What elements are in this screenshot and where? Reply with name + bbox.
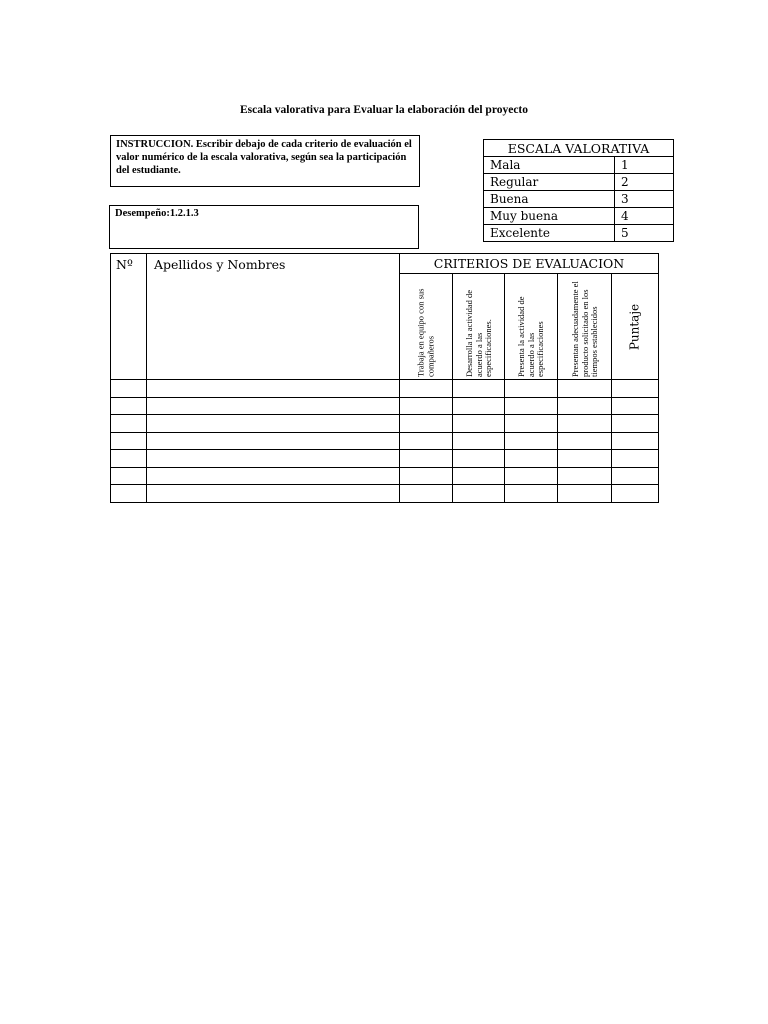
criterion-cell <box>453 274 505 380</box>
criterion-label: Presenta la actividad de acuerdo a las especificaciones <box>515 296 545 377</box>
criterion-cell <box>505 274 558 380</box>
score-cell <box>612 274 659 380</box>
entry-cell[interactable] <box>612 432 659 450</box>
escala-valorativa-table <box>483 139 674 242</box>
entry-cell[interactable] <box>612 415 659 433</box>
entry-cell[interactable] <box>400 485 453 503</box>
entry-cell[interactable] <box>111 485 147 503</box>
escala-label: Regular <box>484 174 615 191</box>
criterion-label: Presentan adecuadamente el producto solicitado en los tiempos establecidos <box>569 280 599 377</box>
instruction-text: INSTRUCCION. Escribir debajo de cada criterio de evaluación el valor numérico de la escala valorativa, según sea la participación del estudiante. <box>116 139 412 176</box>
entry-cell[interactable] <box>147 432 400 450</box>
entry-cell[interactable] <box>147 415 400 433</box>
entry-cell[interactable] <box>400 397 453 415</box>
document-title: Escala valorativa para Evaluar la elaboración del proyecto <box>239 104 529 116</box>
entry-cell[interactable] <box>453 380 505 398</box>
table-row <box>111 467 659 485</box>
entry-cell[interactable] <box>453 485 505 503</box>
entry-cell[interactable] <box>558 432 612 450</box>
entry-cell[interactable] <box>612 397 659 415</box>
entry-cell[interactable] <box>453 415 505 433</box>
escala-row <box>484 208 674 225</box>
entry-cell[interactable] <box>400 432 453 450</box>
escala-row <box>484 191 674 208</box>
entry-cell[interactable] <box>612 380 659 398</box>
escala-value: 1 <box>615 157 674 174</box>
entry-cell[interactable] <box>111 432 147 450</box>
entry-cell[interactable] <box>400 415 453 433</box>
criterion-cell <box>400 274 453 380</box>
escala-header: ESCALA VALORATIVA <box>484 140 674 157</box>
entry-cell[interactable] <box>505 450 558 468</box>
entry-cell[interactable] <box>400 467 453 485</box>
criterion-label: Trabaja en equipo con sus compañeros <box>415 288 435 377</box>
entry-cell[interactable] <box>505 397 558 415</box>
instruction-box <box>110 135 420 187</box>
criterion-cell <box>558 274 612 380</box>
table-row <box>111 397 659 415</box>
entry-cell[interactable] <box>453 450 505 468</box>
entry-cell[interactable] <box>612 485 659 503</box>
entry-cell[interactable] <box>111 450 147 468</box>
entry-cell[interactable] <box>147 450 400 468</box>
desempeno-box <box>109 205 419 249</box>
evaluation-table <box>110 253 659 503</box>
table-row <box>111 415 659 433</box>
entry-cell[interactable] <box>400 450 453 468</box>
entry-cell[interactable] <box>111 380 147 398</box>
col-number-header: Nº <box>111 254 147 380</box>
entry-cell[interactable] <box>111 415 147 433</box>
entry-cell[interactable] <box>111 467 147 485</box>
escala-row <box>484 225 674 242</box>
score-label: Puntaje <box>627 303 642 350</box>
entry-cell[interactable] <box>505 467 558 485</box>
entry-cell[interactable] <box>505 380 558 398</box>
entry-cell[interactable] <box>612 450 659 468</box>
entry-cell[interactable] <box>558 450 612 468</box>
escala-label: Excelente <box>484 225 615 242</box>
entry-cell[interactable] <box>505 432 558 450</box>
escala-value: 3 <box>615 191 674 208</box>
entry-cell[interactable] <box>400 380 453 398</box>
entry-cell[interactable] <box>505 415 558 433</box>
desempeno-text: Desempeño:1.2.1.3 <box>115 208 199 219</box>
criterion-label: Desarrolla la actividad de acuerdo a las especificaciones. <box>463 289 493 377</box>
entry-cell[interactable] <box>147 397 400 415</box>
table-row <box>111 485 659 503</box>
table-row <box>111 432 659 450</box>
entry-cell[interactable] <box>558 397 612 415</box>
escala-row <box>484 157 674 174</box>
entry-cell[interactable] <box>147 380 400 398</box>
escala-row <box>484 174 674 191</box>
entry-cell[interactable] <box>111 397 147 415</box>
entry-cell[interactable] <box>612 467 659 485</box>
escala-label: Muy buena <box>484 208 615 225</box>
entry-cell[interactable] <box>453 467 505 485</box>
entry-cell[interactable] <box>558 485 612 503</box>
col-names-header: Apellidos y Nombres <box>147 254 400 380</box>
escala-label: Buena <box>484 191 615 208</box>
escala-value: 5 <box>615 225 674 242</box>
entry-cell[interactable] <box>147 467 400 485</box>
table-row <box>111 450 659 468</box>
criteria-header: CRITERIOS DE EVALUACION <box>400 254 659 274</box>
entry-cell[interactable] <box>453 432 505 450</box>
entry-cell[interactable] <box>558 467 612 485</box>
escala-value: 4 <box>615 208 674 225</box>
escala-value: 2 <box>615 174 674 191</box>
entry-cell[interactable] <box>453 397 505 415</box>
escala-label: Mala <box>484 157 615 174</box>
entry-cell[interactable] <box>505 485 558 503</box>
entry-cell[interactable] <box>147 485 400 503</box>
table-row <box>111 380 659 398</box>
entry-cell[interactable] <box>558 415 612 433</box>
entry-cell[interactable] <box>558 380 612 398</box>
